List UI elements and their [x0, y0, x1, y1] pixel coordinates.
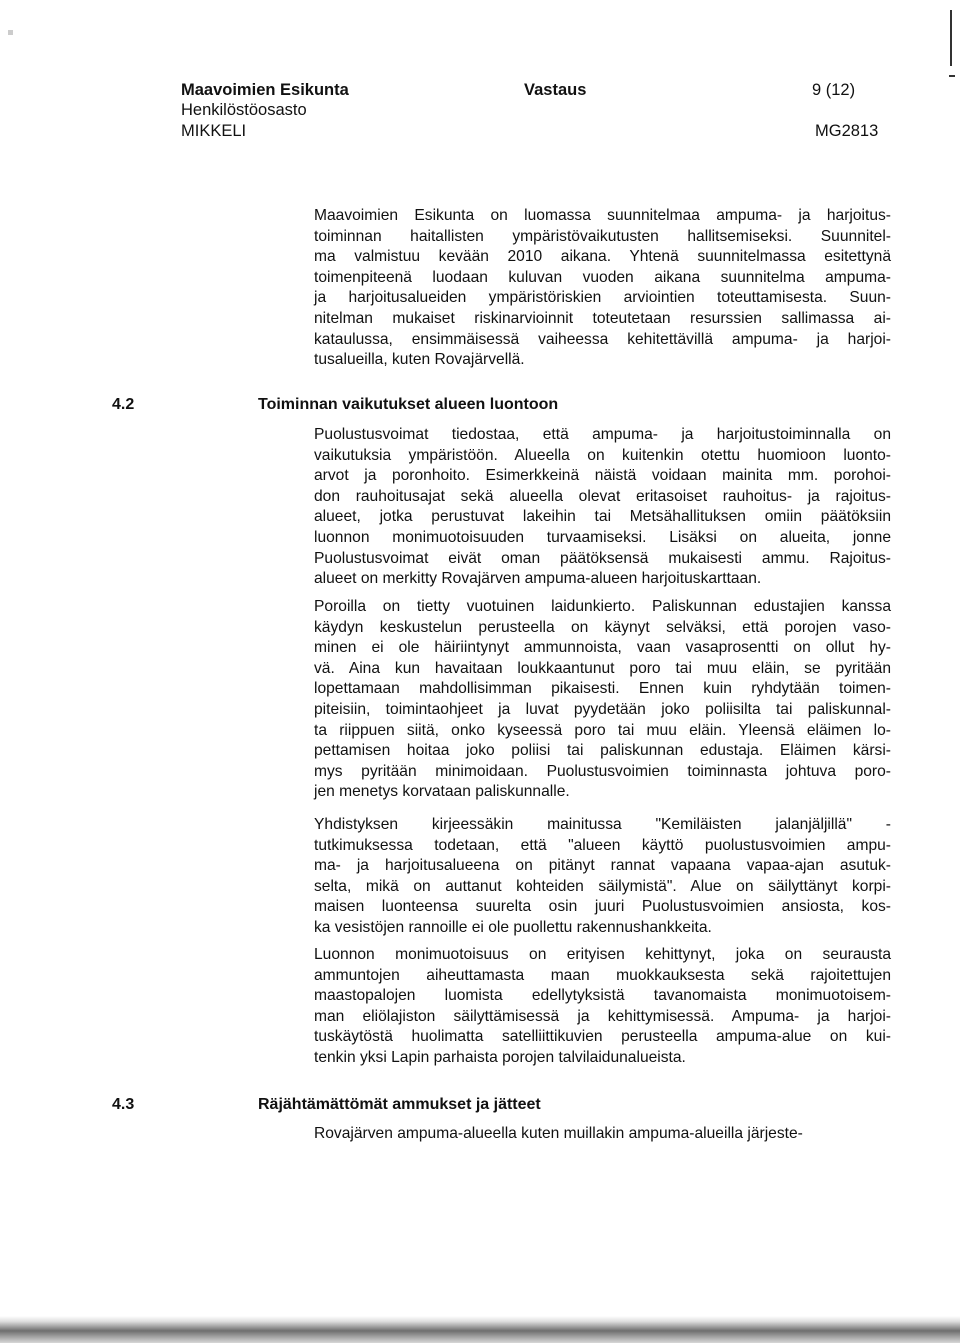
text-line: selta, mikä on auttanut kohteiden säilymistä". Alue on säilyttänyt korpi-	[314, 877, 891, 895]
text-line: minen ei ole häiriintynyt ammunnoista, vaan vasaprosentti on ollut hy-	[314, 639, 891, 657]
text-line: Maavoimien Esikunta on luomassa suunnitelmaa ampuma- ja harjoitus-	[314, 207, 891, 224]
text-line: ka vesistöjen rannoille ei ole puollettu rakennushankkeita.	[314, 918, 712, 936]
text-line: toimenpiteenä luodaan kuluvan vuoden aikana suunnitelma ampuma-	[314, 268, 891, 286]
text-line: don rauhoitusajat sekä alueella olevat eritasoiset rauhoitus- ja rajoitus-	[314, 487, 891, 505]
text-line: maastopalojen luomista edellytyksistä tavanomaista monimuotoisem-	[314, 987, 891, 1005]
text-line: Yhdistyksen kirjeessäkin mainitussa "Kemiläisten jalanjäljillä" -	[314, 816, 891, 833]
text-line: tenkin yksi Lapin parhaista porojen talvilaidunalueista.	[314, 1048, 686, 1066]
text-line: Luonnon monimuotoisuus on erityisen kehittynyt, joka on seurausta	[314, 946, 891, 963]
text-line: vaikutuksia ympäristöön. Alueella on kuitenkin otettu huomioon luonto-	[314, 446, 891, 464]
header-page-number: 9 (12)	[812, 81, 856, 99]
text-line: käydyn keskustelun perusteella on käynyt selväksi, että porojen vaso-	[314, 618, 891, 636]
text-line: luonnon monimuotoisuuden turvaamiseksi. Lisäksi on alueita, jonne	[314, 528, 891, 546]
text-line: ma valmistuu kevään 2010 aikana. Yhtenä suunnitelmassa esitettynä	[314, 248, 891, 266]
section-title: Toiminnan vaikutukset alueen luontoon	[258, 396, 559, 413]
scan-artifact-bottom-edge	[0, 1316, 960, 1343]
header-doc-type: Vastaus	[524, 81, 587, 99]
text-line: toiminnan haitallisten ympäristövaikutusten hallitsemiseksi. Suunnitel-	[314, 227, 891, 245]
header-unit: Henkilöstöosasto	[181, 101, 307, 119]
text-line: alueet on merkitty Rovajärven ampuma-alueen harjoituskarttaan.	[314, 570, 762, 588]
section-number: 4.2	[112, 396, 135, 413]
text-line: Puolustusvoimat tiedostaa, että ampuma- ja harjoitustoiminnalla on	[314, 426, 891, 443]
section-4-2-paragraph-2	[314, 597, 891, 803]
text-line: Rovajärven ampuma-alueella kuten muillakin ampuma-alueilla järjeste-	[314, 1125, 803, 1142]
header-reference: MG2813	[815, 122, 879, 140]
text-line: Poroilla on tietty vuotuinen laidunkierto. Paliskunnan edustajien kanssa	[314, 598, 891, 615]
scan-artifact-corner	[8, 30, 13, 35]
text-line: vä. Aina kun havaitaan loukkaantunut poro tai muu eläin, se pyritään	[314, 659, 891, 677]
text-line: maisen luonteensa suurelta osin juuri Puolustusvoimien ansiosta, kos-	[314, 898, 891, 916]
section-4-3-paragraph-1	[314, 1124, 891, 1145]
header-city: MIKKELI	[181, 122, 247, 140]
text-line: pettamisen hoitaa joko poliisi tai paliskunnan edustaja. Eläimen kärsi-	[314, 742, 891, 760]
text-line: ammuntojen aiheuttamasta maan muokkauksesta sekä rajoitettujen	[314, 966, 891, 984]
text-line: mys pyritään minimoidaan. Puolustusvoimien toiminnasta johtuva poro-	[314, 762, 891, 780]
text-line: lopettamaan mahdollisimman pikaisesti. Ennen kuin ryhdytään toimen-	[314, 680, 891, 698]
scan-artifact-tick	[949, 75, 955, 77]
text-line: tusalueilla, kuten Rovajärvellä.	[314, 351, 525, 369]
section-4-2-paragraph-4	[314, 945, 891, 1069]
intro-paragraph	[314, 206, 891, 371]
section-number: 4.3	[112, 1096, 135, 1113]
text-line: ta riippuen siitä, onko kyseessä poro tai muu eläin. Yleensä eläimen lo-	[314, 721, 891, 739]
header-org: Maavoimien Esikunta	[181, 81, 349, 99]
text-line: man eliölajiston säilyttämisessä ja kehittymisessä. Ampuma- ja harjoi-	[314, 1007, 891, 1025]
text-line: tutkimuksessa todetaan, että "alueen käyttö puolustusvoimien ampu-	[314, 836, 891, 854]
text-line: piteisiin, toimintaohjeet ja luvat pyydetään joko poliisilta tai paliskunnal-	[314, 700, 891, 718]
text-line: tuskäytöstä huolimatta satelliittikuvien perusteella ampuma-alue on kui-	[314, 1028, 891, 1046]
section-4-2-paragraph-3	[314, 815, 891, 939]
text-line: jen menetys korvataan paliskunnalle.	[314, 783, 570, 801]
text-line: Puolustusvoimat eivät oman päätöksensä mukaisesti ammu. Rajoitus-	[314, 549, 891, 567]
text-line: ja harjoitusalueiden ympäristöriskien arviointien toteuttamisesta. Suun-	[314, 289, 891, 307]
text-line: nitelman mukaiset riskinarvioinnit toteutetaan resurssien sallimassa ai-	[314, 309, 891, 327]
scan-artifact-edge-line	[950, 10, 952, 66]
text-line: arvot ja poronhoito. Esimerkkeinä näistä voidaan mainita mm. porohoi-	[314, 467, 891, 485]
section-title: Räjähtämättömät ammukset ja jätteet	[258, 1096, 541, 1113]
section-4-2-paragraph-1	[314, 425, 891, 590]
text-line: alueet, jotka perustuvat lakeihin tai Metsähallituksen omiin päätöksiin	[314, 508, 891, 526]
text-line: kataulussa, ensimmäisessä vaiheessa kehitettävillä ampuma- ja harjoi-	[314, 330, 891, 348]
text-line: ma- ja harjoitusalueena on pitänyt rannat vapaana vapaa-ajan asutuk-	[314, 857, 891, 875]
